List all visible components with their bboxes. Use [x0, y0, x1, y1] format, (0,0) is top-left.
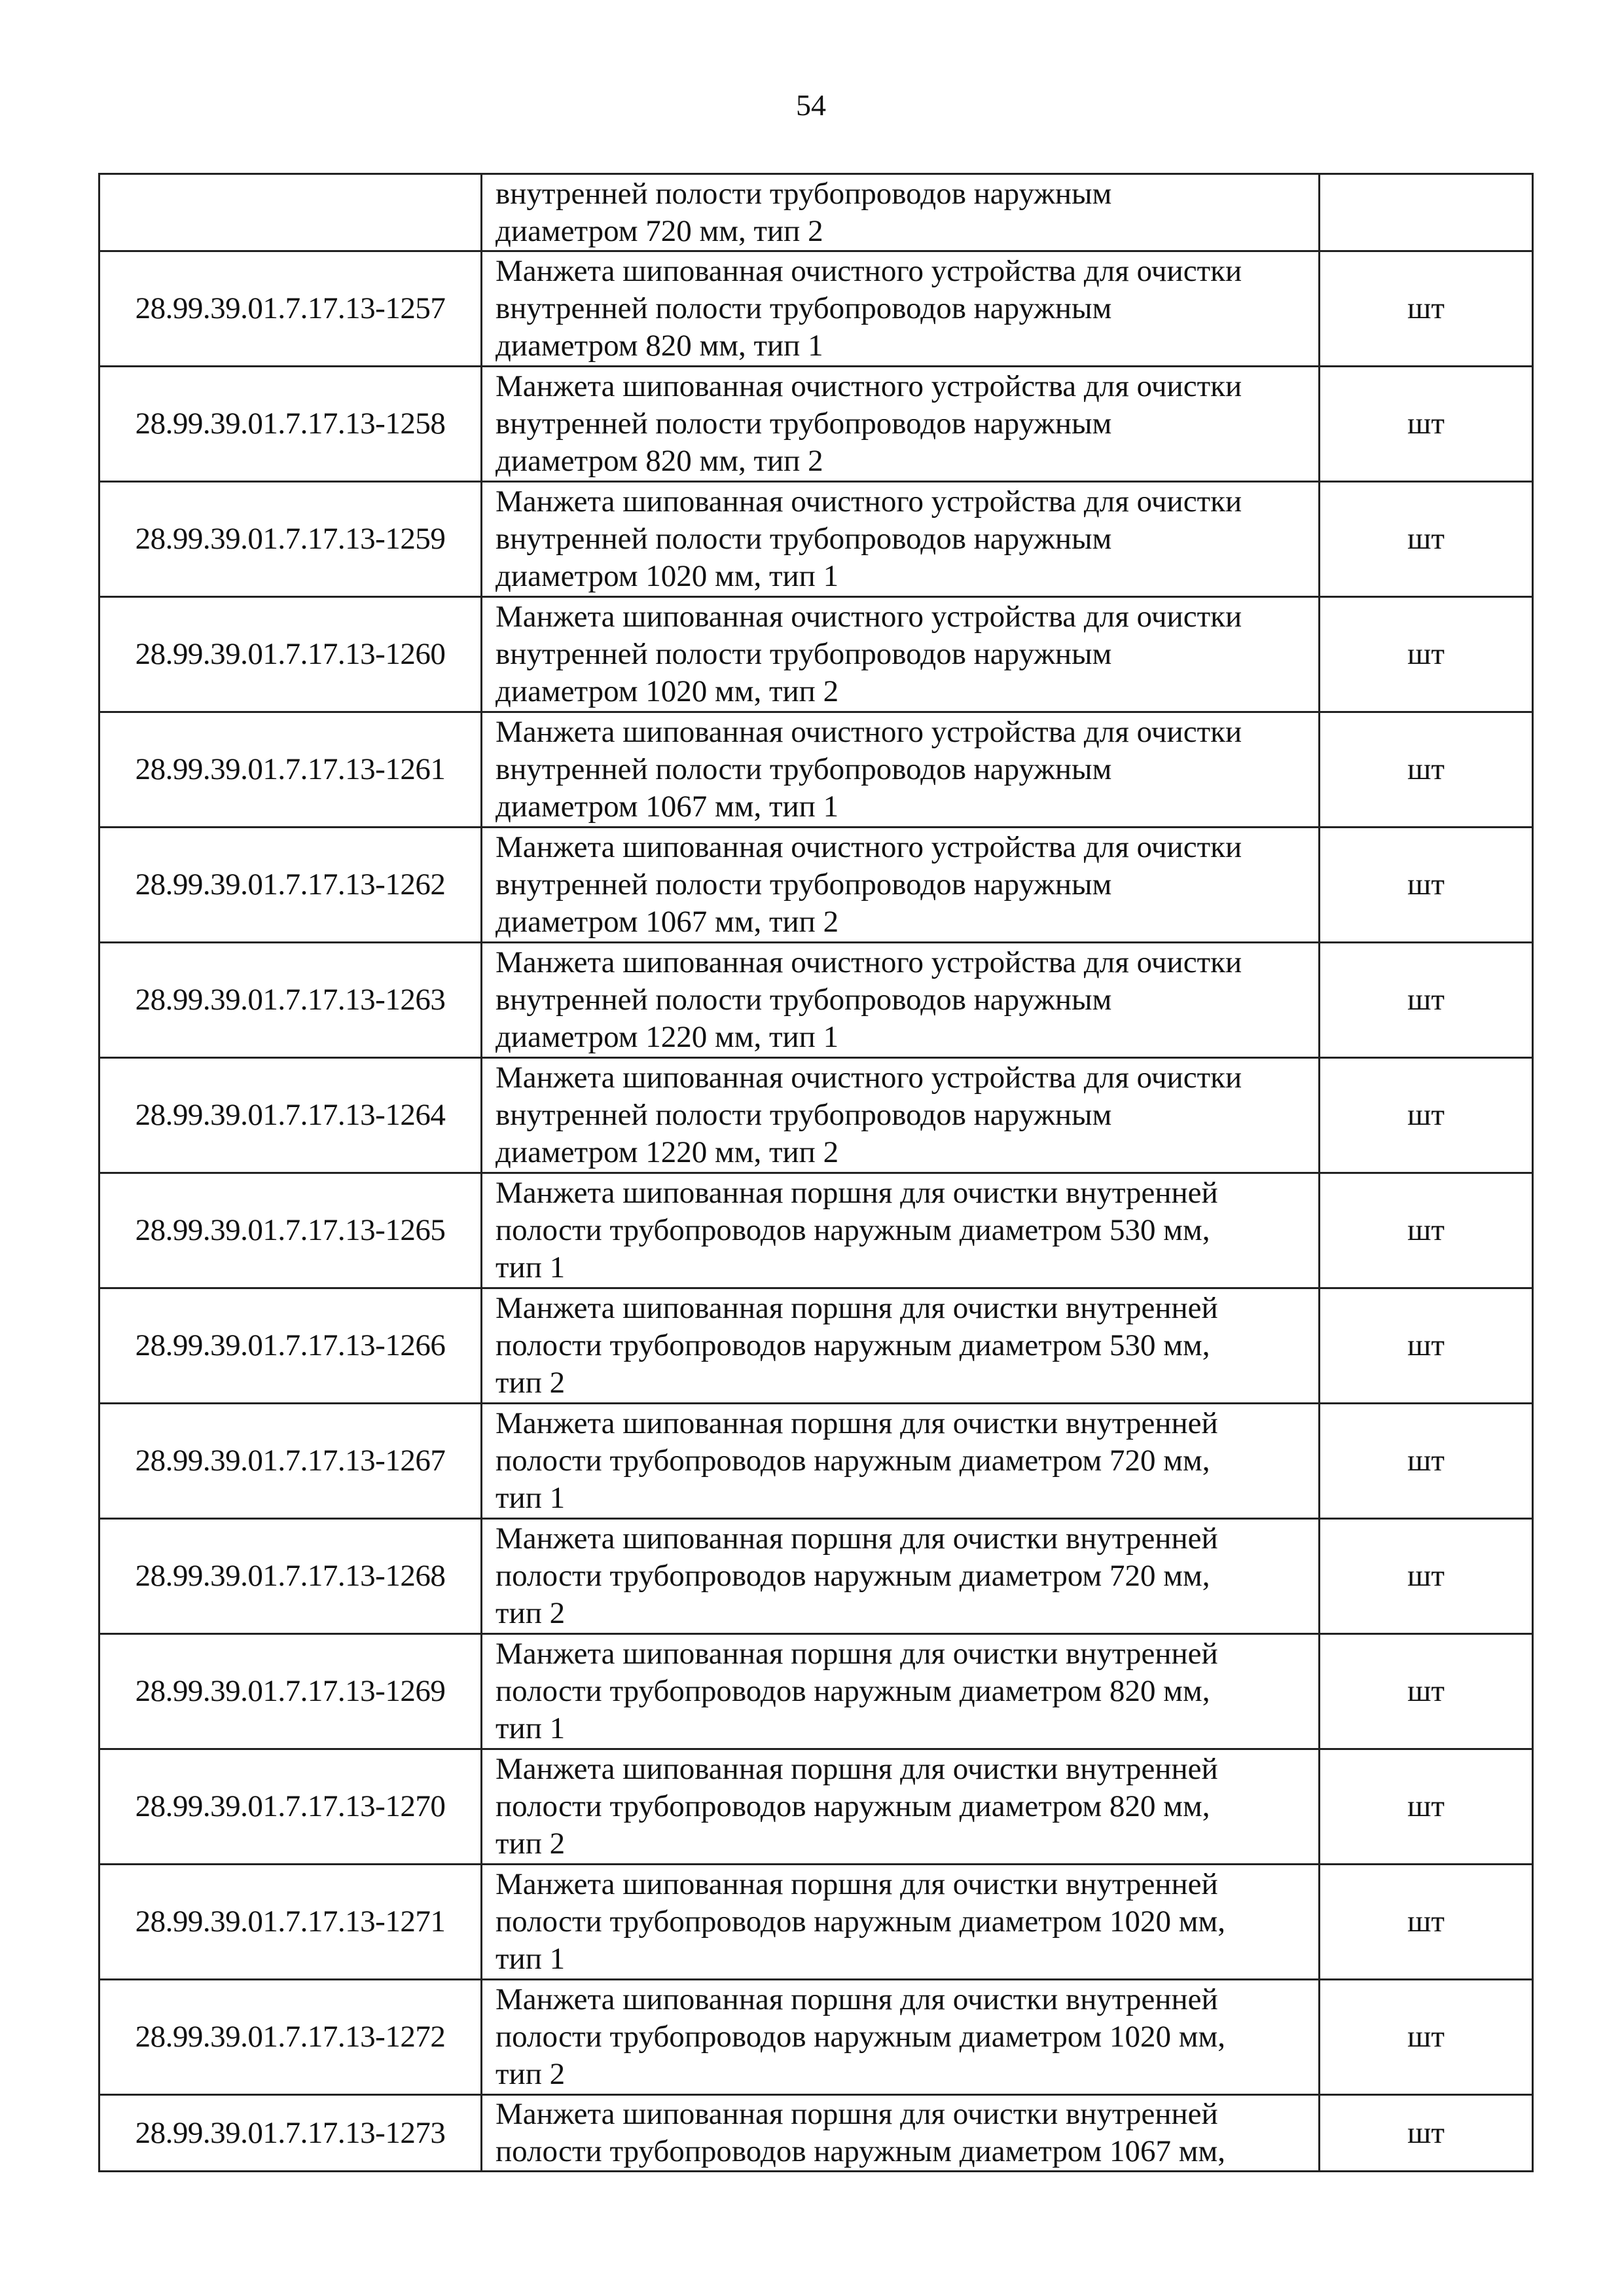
resource-name-line: полости трубопроводов наружным диаметром 820 мм, [496, 1674, 1210, 1708]
resource-name-line: Манжета шипованная очистного устройства для очистки [496, 945, 1242, 979]
resource-code-cell: 28.99.39.01.7.17.13-1257 [99, 251, 482, 367]
unit-cell: шт [1320, 1173, 1533, 1288]
resource-name-line: внутренней полости трубопроводов наружным [496, 637, 1112, 671]
resource-name-line: полости трубопроводов наружным диаметром 1067 мм, [496, 2134, 1225, 2168]
table-row [99, 1404, 1533, 1519]
resource-code-cell: 28.99.39.01.7.17.13-1271 [99, 1865, 482, 1980]
resource-name-line: внутренней полости трубопроводов наружным [496, 867, 1112, 902]
resource-code-cell: 28.99.39.01.7.17.13-1261 [99, 712, 482, 828]
resource-name-line: внутренней полости трубопроводов наружным [496, 407, 1112, 441]
resource-name-cell [482, 1865, 1320, 1980]
unit-cell: шт [1320, 1058, 1533, 1173]
resource-name-line: Манжета шипованная очистного устройства для очистки [496, 1061, 1242, 1095]
resource-code-cell: 28.99.39.01.7.17.13-1273 [99, 2095, 482, 2172]
unit-cell: шт [1320, 1865, 1533, 1980]
resource-name-line: Манжета шипованная очистного устройства для очистки [496, 369, 1242, 403]
unit-cell: шт [1320, 1980, 1533, 2095]
resource-table [98, 173, 1534, 2172]
resource-name-line: тип 1 [496, 1711, 566, 1745]
resource-code-cell: 28.99.39.01.7.17.13-1269 [99, 1634, 482, 1749]
unit-cell: шт [1320, 597, 1533, 712]
resource-name-cell [482, 1749, 1320, 1865]
resource-name-line: диаметром 1067 мм, тип 2 [496, 905, 839, 939]
resource-name-line: тип 2 [496, 1596, 566, 1630]
unit-cell: шт [1320, 943, 1533, 1058]
resource-code-cell: 28.99.39.01.7.17.13-1260 [99, 597, 482, 712]
table-row [99, 712, 1533, 828]
resource-name-cell [482, 251, 1320, 367]
resource-name-line: диаметром 720 мм, тип 2 [496, 213, 823, 248]
resource-name-line: полости трубопроводов наружным диаметром 530 мм, [496, 1328, 1210, 1362]
unit-cell: шт [1320, 1404, 1533, 1519]
resource-code-cell: 28.99.39.01.7.17.13-1266 [99, 1288, 482, 1404]
unit-cell: шт [1320, 2095, 1533, 2172]
table-row [99, 1980, 1533, 2095]
resource-name-line: Манжета шипованная поршня для очистки внутренней [496, 1291, 1218, 1325]
resource-name-line: полости трубопроводов наружным диаметром 820 мм, [496, 1789, 1210, 1823]
resource-code-cell: 28.99.39.01.7.17.13-1262 [99, 828, 482, 943]
table-row [99, 1173, 1533, 1288]
resource-name-line: внутренней полости трубопроводов наружным [496, 983, 1112, 1017]
resource-name-line: Манжета шипованная очистного устройства для очистки [496, 600, 1242, 634]
table-row [99, 2095, 1533, 2172]
resource-name-cell [482, 367, 1320, 482]
unit-cell: шт [1320, 1749, 1533, 1865]
resource-name-line: Манжета шипованная поршня для очистки внутренней [496, 1176, 1218, 1210]
page-number: 54 [796, 88, 826, 122]
resource-name-line: Манжета шипованная поршня для очистки внутренней [496, 1752, 1218, 1786]
resource-code-cell [99, 174, 482, 251]
resource-name-line: диаметром 1067 мм, тип 1 [496, 790, 839, 824]
resource-name-cell [482, 1404, 1320, 1519]
resource-name-line: Манжета шипованная очистного устройства для очистки [496, 715, 1242, 749]
table-row [99, 174, 1533, 251]
table-row [99, 943, 1533, 1058]
resource-name-cell [482, 1058, 1320, 1173]
resource-code-cell: 28.99.39.01.7.17.13-1267 [99, 1404, 482, 1519]
table-row [99, 828, 1533, 943]
resource-name-cell [482, 1173, 1320, 1288]
resource-name-cell [482, 174, 1320, 251]
unit-cell: шт [1320, 251, 1533, 367]
table-row [99, 482, 1533, 597]
resource-name-cell [482, 2095, 1320, 2172]
resource-name-cell [482, 712, 1320, 828]
resource-name-line: полости трубопроводов наружным диаметром 530 мм, [496, 1213, 1210, 1247]
resource-name-line: тип 1 [496, 1942, 566, 1976]
unit-cell: шт [1320, 482, 1533, 597]
resource-name-line: диаметром 820 мм, тип 1 [496, 329, 823, 363]
resource-code-cell: 28.99.39.01.7.17.13-1270 [99, 1749, 482, 1865]
resource-name-line: тип 2 [496, 2057, 566, 2091]
resource-name-line: полости трубопроводов наружным диаметром 1020 мм, [496, 1904, 1225, 1939]
table-row [99, 1288, 1533, 1404]
table-row [99, 1634, 1533, 1749]
unit-cell: шт [1320, 1519, 1533, 1634]
resource-code-cell: 28.99.39.01.7.17.13-1263 [99, 943, 482, 1058]
unit-cell: шт [1320, 1634, 1533, 1749]
resource-name-line: полости трубопроводов наружным диаметром 1020 мм, [496, 2020, 1225, 2054]
table-row [99, 1865, 1533, 1980]
resource-name-cell [482, 1980, 1320, 2095]
resource-name-line: тип 1 [496, 1481, 566, 1515]
resource-name-line: тип 2 [496, 1827, 566, 1861]
unit-cell: шт [1320, 367, 1533, 482]
resource-code-cell: 28.99.39.01.7.17.13-1258 [99, 367, 482, 482]
table-body [99, 174, 1533, 2172]
resource-name-cell [482, 482, 1320, 597]
resource-name-line: внутренней полости трубопроводов наружным [496, 522, 1112, 556]
unit-cell: шт [1320, 712, 1533, 828]
resource-name-line: полости трубопроводов наружным диаметром 720 мм, [496, 1444, 1210, 1478]
resource-name-cell [482, 1634, 1320, 1749]
resource-code-cell: 28.99.39.01.7.17.13-1259 [99, 482, 482, 597]
resource-name-line: Манжета шипованная поршня для очистки внутренней [496, 1637, 1218, 1671]
resource-name-cell [482, 1288, 1320, 1404]
resource-name-line: тип 1 [496, 1250, 566, 1285]
resource-name-line: внутренней полости трубопроводов наружным [496, 291, 1112, 325]
resource-name-line: полости трубопроводов наружным диаметром 720 мм, [496, 1559, 1210, 1593]
unit-cell [1320, 174, 1533, 251]
resource-name-cell [482, 828, 1320, 943]
resource-name-line: тип 2 [496, 1366, 566, 1400]
resource-code-cell: 28.99.39.01.7.17.13-1268 [99, 1519, 482, 1634]
resource-name-line: диаметром 1020 мм, тип 2 [496, 674, 839, 708]
resource-name-line: диаметром 1020 мм, тип 1 [496, 559, 839, 593]
resource-name-line: диаметром 820 мм, тип 2 [496, 444, 823, 478]
resource-name-cell [482, 943, 1320, 1058]
unit-cell: шт [1320, 828, 1533, 943]
resource-name-line: диаметром 1220 мм, тип 1 [496, 1020, 839, 1054]
resource-name-cell [482, 597, 1320, 712]
resource-code-cell: 28.99.39.01.7.17.13-1264 [99, 1058, 482, 1173]
resource-name-line: Манжета шипованная очистного устройства для очистки [496, 484, 1242, 519]
resource-name-cell [482, 1519, 1320, 1634]
resource-name-line: Манжета шипованная поршня для очистки внутренней [496, 1406, 1218, 1440]
table-row [99, 367, 1533, 482]
resource-name-line: внутренней полости трубопроводов наружным [496, 1098, 1112, 1132]
resource-code-cell: 28.99.39.01.7.17.13-1265 [99, 1173, 482, 1288]
table-row [99, 1749, 1533, 1865]
resource-name-line: диаметром 1220 мм, тип 2 [496, 1135, 839, 1169]
table-row [99, 1058, 1533, 1173]
resource-name-line: Манжета шипованная поршня для очистки внутренней [496, 1982, 1218, 2016]
resource-name-line: внутренней полости трубопроводов наружным [496, 752, 1112, 786]
resource-name-line: внутренней полости трубопроводов наружным [496, 176, 1112, 211]
table-row [99, 251, 1533, 367]
resource-code-cell: 28.99.39.01.7.17.13-1272 [99, 1980, 482, 2095]
unit-cell: шт [1320, 1288, 1533, 1404]
table-row [99, 597, 1533, 712]
resource-name-line: Манжета шипованная поршня для очистки внутренней [496, 1867, 1218, 1901]
resource-name-line: Манжета шипованная очистного устройства для очистки [496, 254, 1242, 288]
resource-name-line: Манжета шипованная очистного устройства для очистки [496, 830, 1242, 864]
resource-name-line: Манжета шипованная поршня для очистки внутренней [496, 1522, 1218, 1556]
resource-name-line: Манжета шипованная поршня для очистки внутренней [496, 2097, 1218, 2131]
table-row [99, 1519, 1533, 1634]
